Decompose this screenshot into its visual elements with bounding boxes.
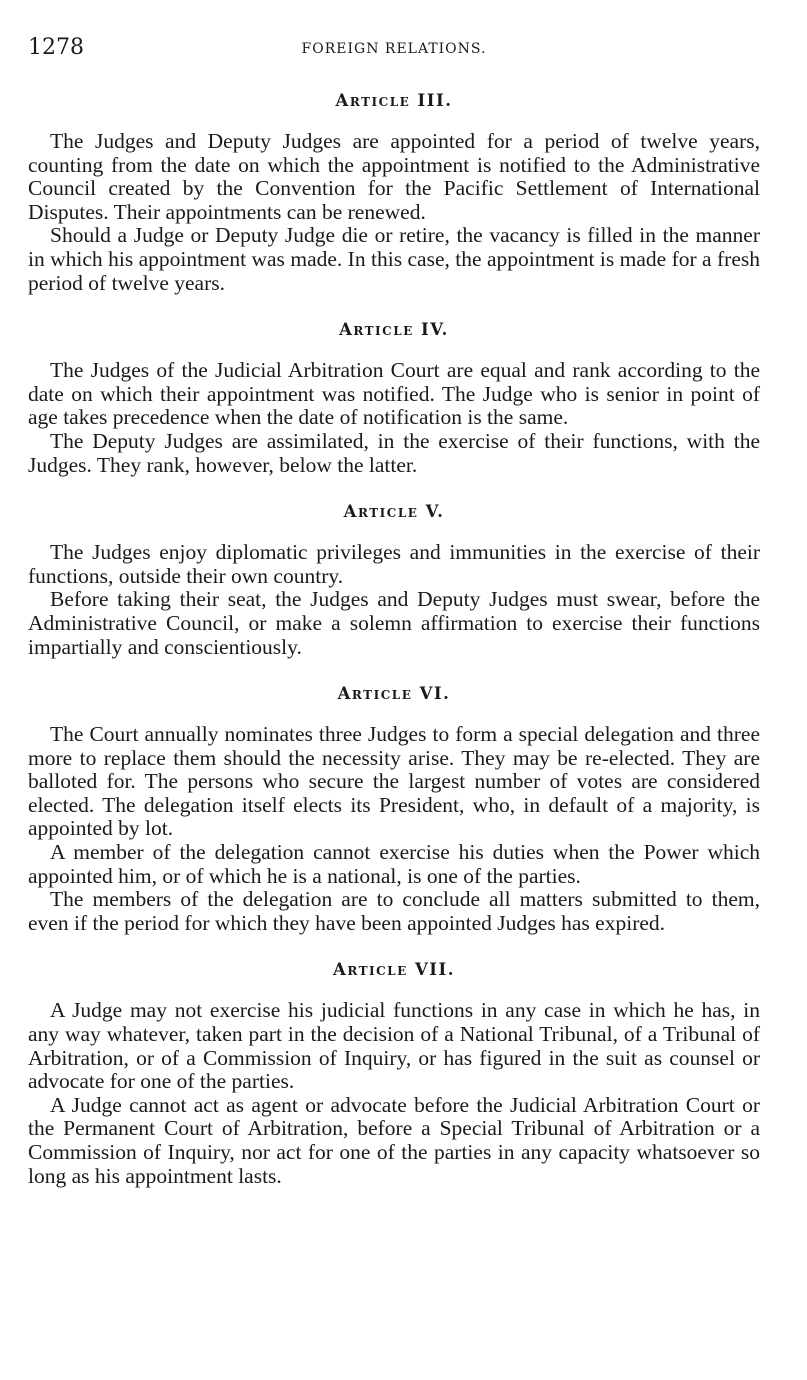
running-title: FOREIGN RELATIONS. [301,41,487,57]
paragraph: The Judges and Deputy Judges are appointed for a period of twelve years, counting from the date on which the appointment is notified to the Administrative Council created by the Convention for the Pacific Settlement of International Disputes. Their appointments can be renewed. [28,129,760,224]
article-4 [28,317,760,477]
paragraph: The Deputy Judges are assimilated, in the exercise of their functions, with the Judges. They rank, however, below the latter. [28,428,760,477]
paragraph: The Judges of the Judicial Arbitration Court are equal and rank according to the date on which their appointment was notified. The Judge who is senior in point of age takes precedence when the date of notification is the same. [28,358,760,430]
article-3 [28,88,760,295]
paragraph: Before taking their seat, the Judges and Deputy Judges must swear, before the Administrative Council, or make a solemn affirmation to exercise their functions impartially and conscientiously. [28,587,760,659]
article-7 [28,957,760,1188]
article-heading: Article VII. [333,960,455,980]
paragraph: A Judge may not exercise his judicial functions in any case in which he has, in any way whatever, taken part in the decision of a National Tribunal, of a Tribunal of Arbitration, or of a Commission of Inquiry, or has figured in the suit as counsel or advocate for one of the parties. [28,998,760,1094]
article-heading: Article VI. [337,684,451,704]
paragraph: A Judge cannot act as agent or advocate before the Judicial Arbitration Court or the Permanent Court of Arbitration, before a Special Tribunal of Arbitration or a Commission of Inquiry, nor act for one of the parties in any capacity whatsoever so long as his appointment lasts. [28,1092,760,1188]
article-6 [28,681,760,935]
article-heading: Article V. [343,502,445,522]
paragraph: A member of the delegation cannot exercise his duties when the Power which appointed him, or of which he is a national, is one of the parties. [28,840,760,888]
paragraph: Should a Judge or Deputy Judge die or retire, the vacancy is filled in the manner in which his appointment was made. In this case, the appointment is made for a fresh period of twelve years. [28,223,760,295]
paragraph: The Judges enjoy diplomatic privileges and immunities in the exercise of their functions, outside their own country. [28,540,760,588]
paragraph: The members of the delegation are to conclude all matters submitted to them, even if the period for which they have been appointed Judges has expired. [28,887,760,935]
paragraph: The Court annually nominates three Judges to form a special delegation and three more to replace them should the necessity arise. They may be re-elected. They are balloted for. The persons who secure the largest number of votes are considered elected. The delegation itself elects its President, who, in default of a majority, is appointed by lot. [28,722,760,841]
article-heading: Article III. [335,91,453,110]
article-heading: Article IV. [339,320,449,340]
document-page [28,34,760,1188]
article-5 [28,499,760,659]
running-head [28,34,760,64]
page-number: 1278 [28,35,84,60]
